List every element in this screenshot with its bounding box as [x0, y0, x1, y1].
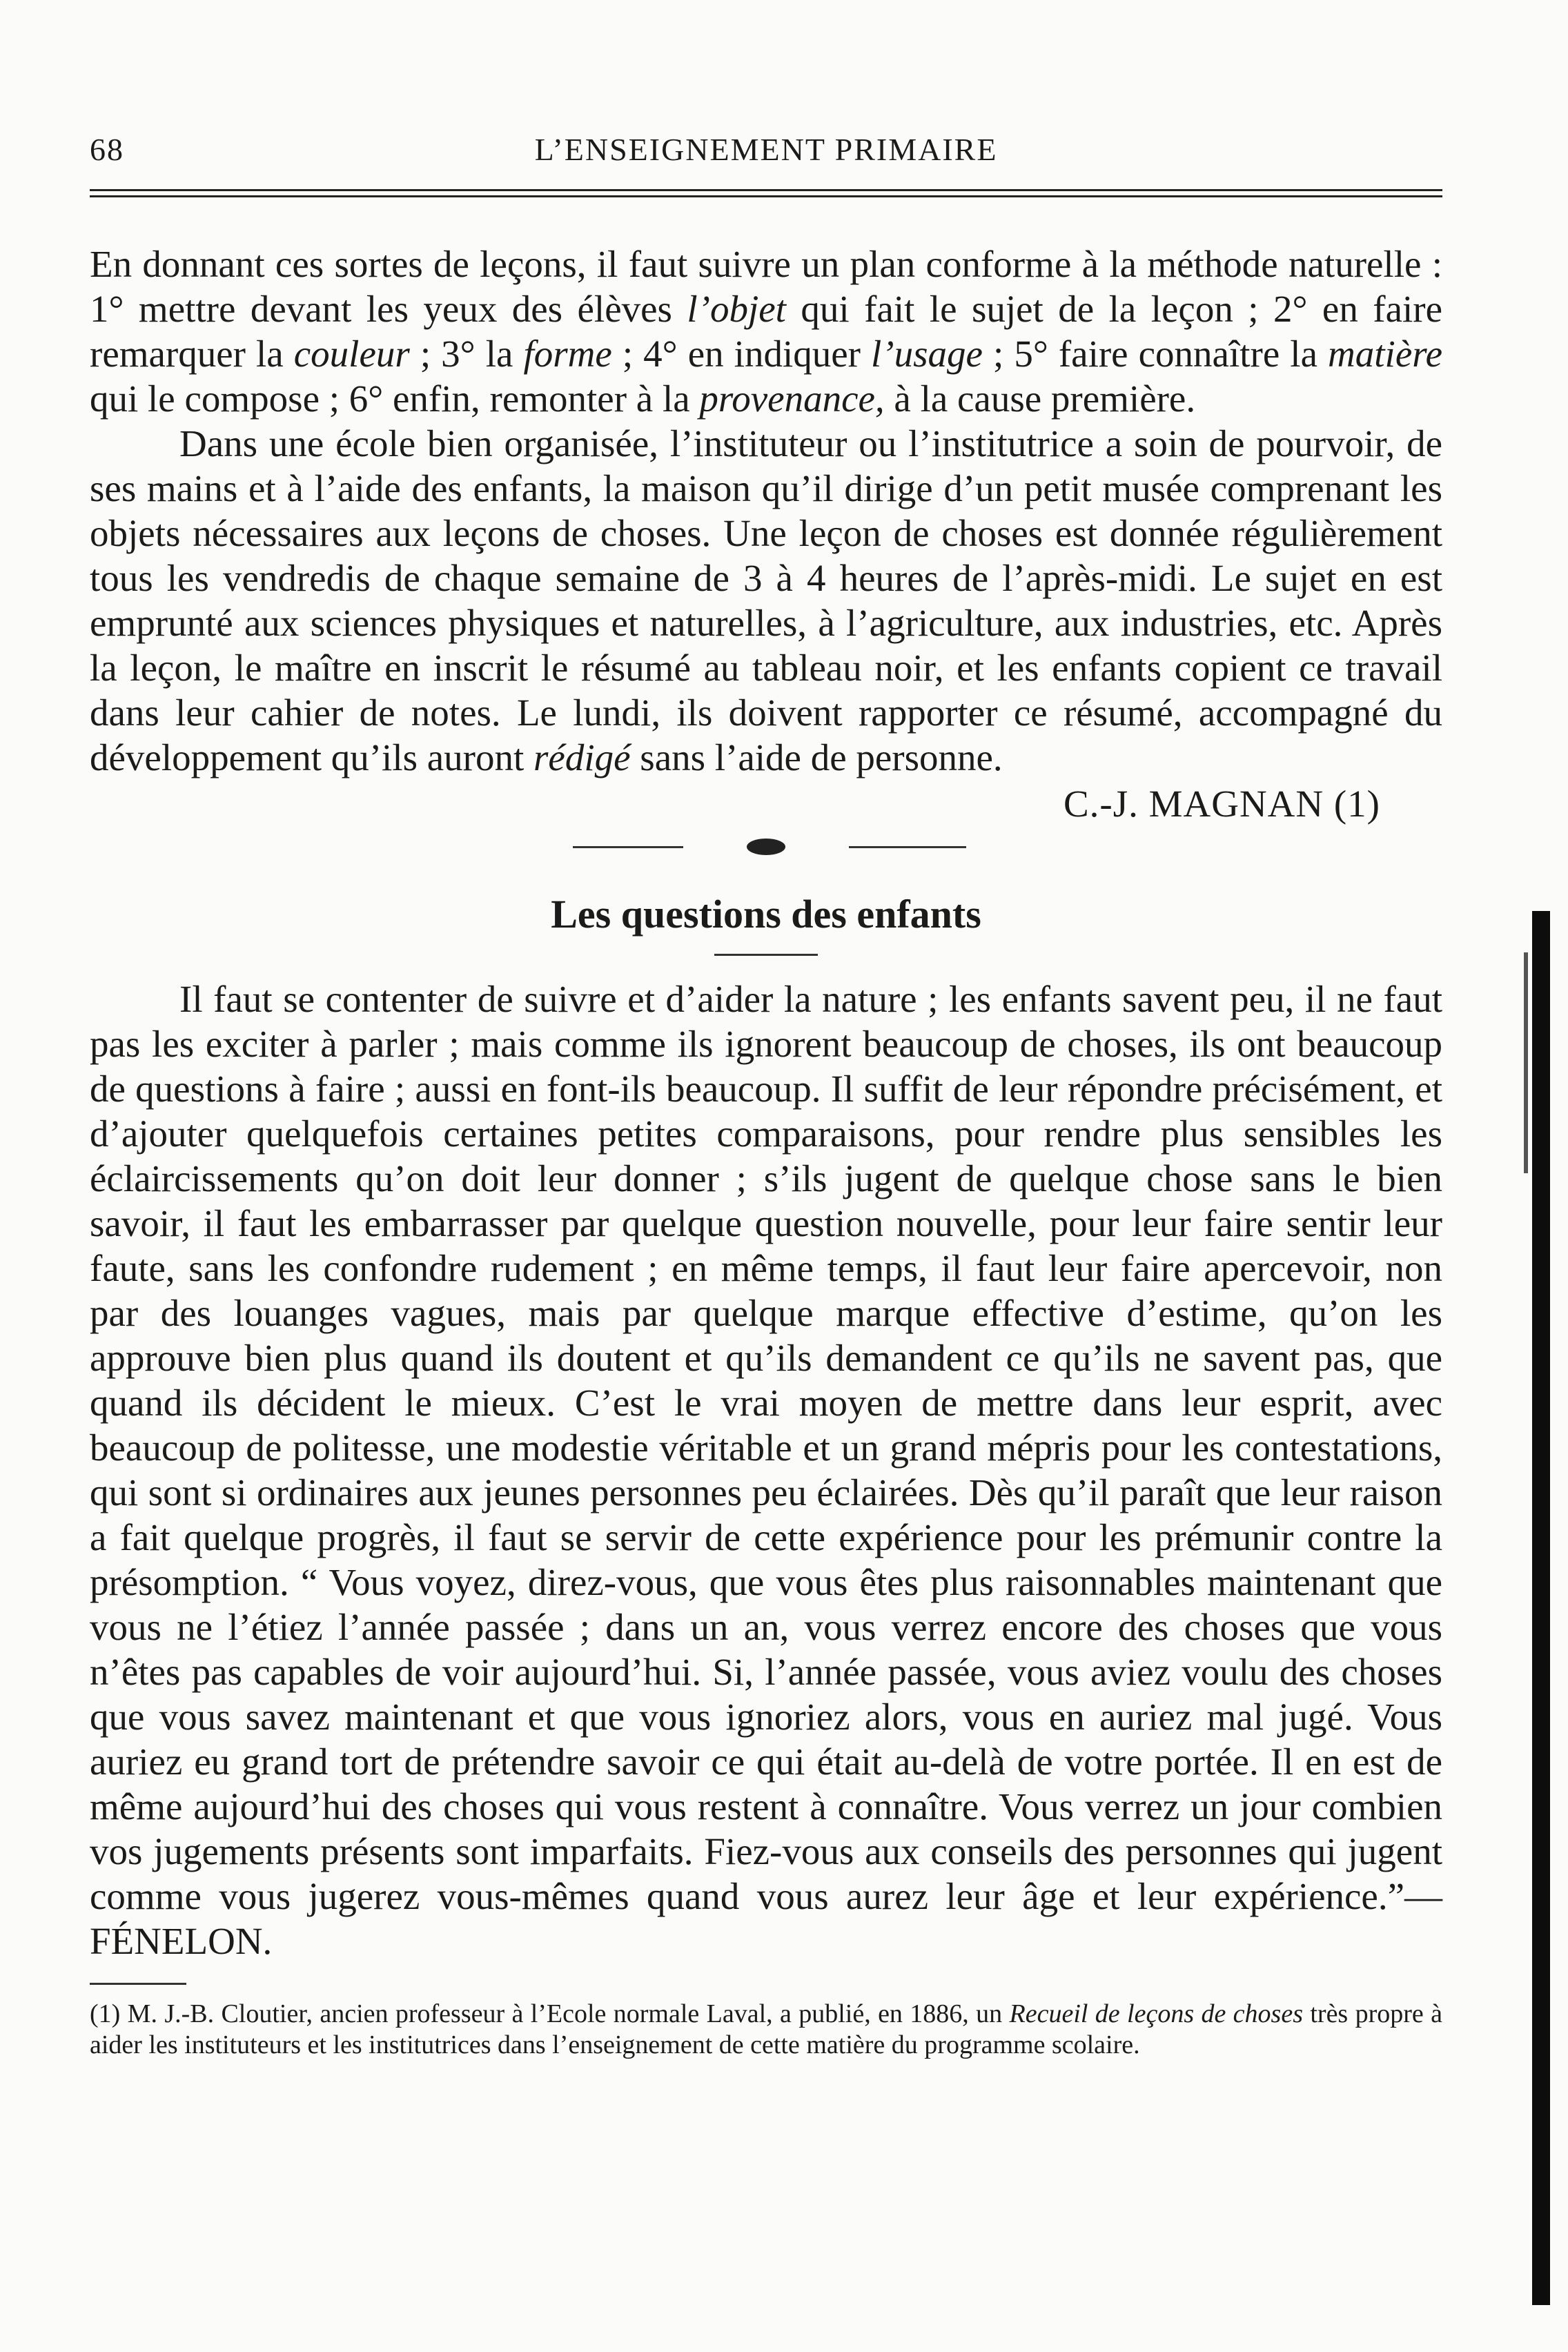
section-title: Les questions des enfants [551, 892, 981, 937]
scan-edge-mark [1524, 952, 1528, 1173]
footnote: (1) M. J.-B. Cloutier, ancien professeur à l’Ecole normale Laval, a publié, en 1886, un Recueil de leçons de choses très propre à aider les instituteurs et les institutrices dans l’enseignement de cette matière du programme scolaire. [90, 1999, 1442, 2059]
author-fenelon: FÉNELON. [90, 1920, 273, 1962]
ornament-diamond [747, 839, 785, 855]
page-body [90, 242, 1442, 2061]
footnote-rule [90, 1983, 186, 1985]
section-ornament [90, 832, 1442, 863]
paragraph-lesson-plan: En donnant ces sortes de leçons, il faut suivre un plan conforme à la méthode naturelle : 1° mettre devant les yeux des élèves l’objet qui fait le sujet de la leçon ; 2° en faire remarquer la couleur ; 3° la forme ; 4° en indiquer l’usage ; 5° faire connaître la matière qui le compose ; 6° enfin, remonter à la provenance, à la cause première. [90, 243, 1443, 420]
scan-edge-shadow [1532, 911, 1550, 2305]
signature-magnan: C.-J. MAGNAN (1) [1063, 783, 1380, 825]
running-header [90, 124, 1442, 179]
title-rule [714, 954, 818, 956]
paragraph-fenelon: Il faut se contenter de suivre et d’aider la nature ; les enfants savent peu, il ne faut pas les exciter à parler ; mais comme ils ignorent beaucoup de choses, ils ont beaucoup de questions à faire ; aussi en font-ils beaucoup. Il suffit de leur répondre précisément, et d’ajouter quelquefois certaines petites comparaisons, pour rendre plus sensibles les éclaircissements qu’on doit leur donner ; s’ils jugent de quelque chose sans le bien savoir, il faut les embarrasser par quelque question nouvelle, pour leur faire sentir leur faute, sans les confondre rudement ; en même temps, il faut leur faire apercevoir, non par des louanges vagues, mais par quelque marque effective d’estime, qu’on les approuve bien plus quand ils doutent et qu’ils demandent ce qu’ils ne savent pas, que quand ils décident le mieux. C’est le vrai moyen de mettre dans leur esprit, avec beaucoup de politesse, une modestie véritable et un grand mépris pour les contestations, qui sont si ordinaires aux jeunes personnes peu éclairées. Dès qu’il paraît que leur raison a fait quelque progrès, il faut se servir de cette expérience pour les prémunir contre la présomption. “ Vous voyez, direz-vous, que vous êtes plus raisonnables maintenant que vous ne l’étiez l’année passée ; dans un an, vous verrez encore des choses que vous n’êtes pas capables de voir aujourd’hui. Si, l’année passée, vous aviez voulu des choses que vous savez maintenant et que vous ignoriez alors, vous en auriez mal jugé. Vous auriez eu grand tort de prétendre savoir ce qui était au-delà de votre portée. Il en est de même aujourd’hui des choses qui vous restent à connaître. Vous verrez un jour combien vos jugements présents sont imparfaits. Fiez-vous aux conseils des personnes qui jugent comme vous jugerez vous-mêmes quand vous aurez leur âge et leur expérience.”—FÉNELON. [90, 978, 1442, 1962]
book-page [90, 124, 1442, 2061]
running-title: L’ENSEIGNEMENT PRIMAIRE [534, 132, 998, 167]
header-double-rule [90, 189, 1442, 197]
paragraph-school-museum: Dans une école bien organisée, l’instituteur ou l’institutrice a soin de pourvoir, de ses mains et à l’aide des enfants, la maison qu’il dirige d’un petit musée comprenant les objets nécessaires aux leçons de choses. Une leçon de choses est donnée régulièrement tous les vendredis de chaque semaine de 3 à 4 heures de l’après-midi. Le sujet en est emprunté aux sciences physiques et naturelles, à l’agriculture, aux industries, etc. Après la leçon, le maître en inscrit le résumé au tableau noir, et les enfants copient ce travail dans leur cahier de notes. Le lundi, ils doivent rapporter ce résumé, accompagné du développement qu’ils auront rédigé sans l’aide de personne. [90, 422, 1442, 778]
page-number: 68 [90, 132, 124, 167]
